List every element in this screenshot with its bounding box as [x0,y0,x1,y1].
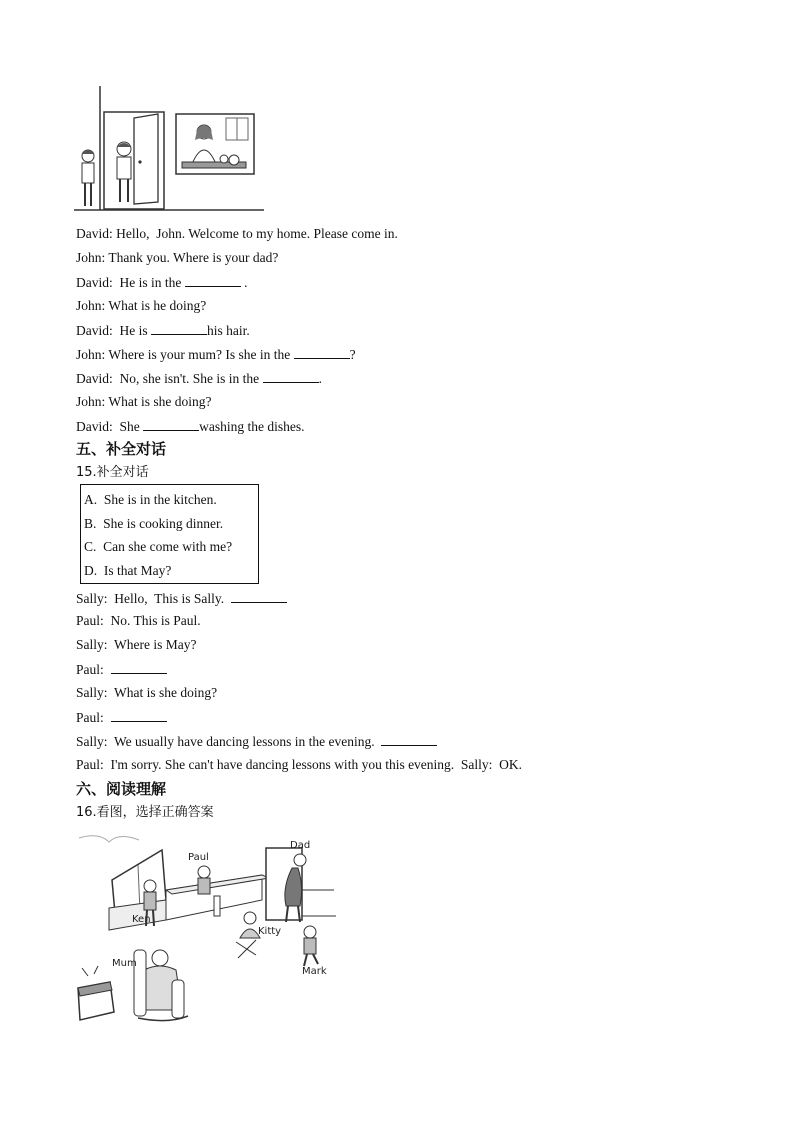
answer-blank[interactable] [263,370,319,383]
label-dad: Dad [290,840,311,851]
dialogue-line: David: She washing the dishes. [76,419,305,434]
dialogue-line: John: What is he doing? [76,298,207,313]
dialogue-line: Sally: We usually have dancing lessons in the evening. [76,733,437,750]
answer-blank[interactable] [294,346,350,359]
house-illustration [74,84,274,214]
dialogue-line: John: Where is your mum? Is she in the ? [76,347,356,362]
option-item: D. Is that May? [84,563,172,578]
answer-blank[interactable] [143,418,199,431]
dialogue-line: Sally: Where is May? [76,637,197,652]
dialogue-line: Paul: [76,709,167,726]
family-illustration [74,830,340,1030]
answer-blank[interactable] [111,661,167,674]
label-mum: Mum [112,958,137,969]
dialogue-line: Sally: Hello, This is Sally. [76,590,287,607]
option-item: A. She is in the kitchen. [84,492,217,507]
answer-blank[interactable] [231,590,287,603]
dialogue-line: John: Thank you. Where is your dad? [76,250,279,265]
section-heading: 五、补全对话 [76,440,167,458]
label-ken: Ken [132,914,151,925]
dialogue-line: Paul: No. This is Paul. [76,613,201,628]
dialogue-line: Paul: I'm sorry. She can't have dancing lessons with you this evening. Sally: OK. [76,757,523,772]
dialogue-line: Paul: [76,661,167,678]
dialogue-line: David: No, she isn't. She is in the . [76,371,322,386]
dialogue-line: Sally: What is she doing? [76,685,218,700]
dialogue-line: David: Hello, John. Welcome to my home. Please come in. [76,226,398,241]
dialogue-line: John: What is she doing? [76,394,212,409]
option-item: B. She is cooking dinner. [84,516,224,531]
answer-blank[interactable] [151,322,207,335]
dialogue-line: David: He is in the . [76,275,248,290]
dialogue-line: David: He is his hair. [76,323,250,338]
label-paul: Paul [188,852,209,863]
answer-blank[interactable] [185,274,241,287]
answer-blank[interactable] [381,733,437,746]
section-heading: 六、阅读理解 [76,780,167,798]
question-label: 16.看图，选择正确答案 [76,805,214,820]
label-mark: Mark [302,966,327,977]
label-kitty: Kitty [258,926,282,937]
answer-blank[interactable] [111,709,167,722]
options-box [80,484,259,584]
question-label: 15.补全对话 [76,465,149,480]
option-item: C. Can she come with me? [84,539,233,554]
